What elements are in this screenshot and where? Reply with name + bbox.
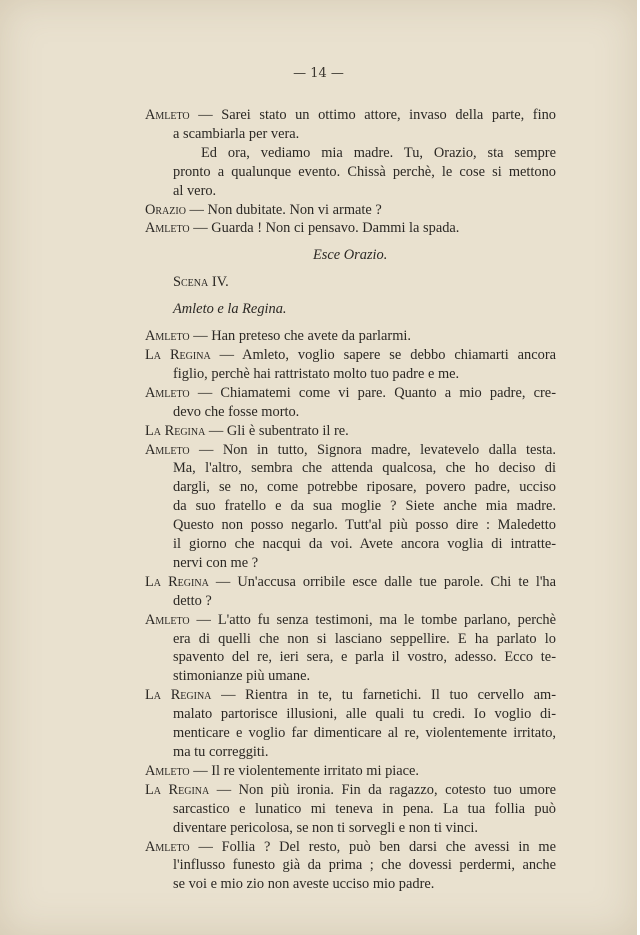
text-line: La Regina — Amleto, voglio sapere se debbo chiamarti ancora — [145, 346, 556, 363]
text-line: al vero. — [173, 182, 217, 199]
speaker-name: La Regina — [145, 687, 212, 704]
page-text — [145, 106, 556, 894]
spacer — [145, 319, 556, 327]
characters-on-stage: Amleto e la Regina. — [173, 301, 287, 318]
text-line: Orazio — Non dubitate. Non vi armate ? — [145, 201, 382, 218]
text-line: Amleto — Non in tutto, Signora madre, levatevelo dalla testa. — [145, 441, 556, 458]
text-line: l'influsso funesto già da prima ; che dovessi perdermi, anche — [173, 857, 556, 874]
text-line: La Regina — Non più ironia. Fin da ragazzo, cotesto tuo umore — [145, 781, 556, 798]
text-line: sarcastico e lunatico mi teneva in pena. La tua follia può — [173, 800, 556, 817]
speaker-name: Orazio — [145, 201, 186, 218]
page-number: — 14 — — [293, 66, 344, 81]
stage-direction: Esce Orazio. — [313, 247, 388, 264]
text-line: Amleto — Sarei stato un ottimo attore, invaso della parte, fino — [145, 107, 556, 123]
speaker-name: Amleto — [145, 441, 190, 458]
text-line: Amleto — L'atto fu senza testimoni, ma le tombe parlano, perchè — [145, 611, 556, 628]
text-line: ma tu correggiti. — [173, 744, 269, 760]
text-line: La Regina — Un'accusa orribile esce dalle tue parole. Chi te l'ha — [145, 573, 557, 590]
text-line: Amleto — Guarda ! Non ci pensavo. Dammi la spada. — [145, 220, 460, 237]
text-line: Amleto — Follia ? Del resto, può ben darsi che avessi in me — [145, 838, 556, 855]
speaker-name: Amleto — [145, 384, 190, 401]
speaker-name: Amleto — [145, 838, 190, 855]
text-line: pronto a qualunque evento. Chissà perchè, le cose si mettono — [173, 163, 556, 180]
speaker-name: La Regina — [145, 346, 211, 363]
text-line: Ed ora, vediamo mia madre. Tu, Orazio, sta sempre — [201, 144, 556, 161]
text-line: malato partorisce illusioni, alle quali tu credi. Io voglio di- — [173, 706, 556, 723]
text-line: se voi e mio zio non aveste ucciso mio padre. — [173, 876, 435, 893]
text-line: nervi con me ? — [173, 554, 259, 571]
speaker-name: La Regina — [145, 781, 210, 798]
text-line: diventare pericolosa, se non ti sorvegli e non ti vinci. — [173, 819, 478, 836]
scene-heading: Scena IV. — [173, 274, 229, 291]
text-line: era di quelli che non si lasciano seppellire. E ha parlato lo — [173, 630, 556, 647]
text-line: stimonianze più umane. — [173, 668, 311, 685]
speaker-name: La Regina — [145, 422, 206, 439]
text-line: Questo non posso negarlo. Tutt'al più posso dire : Maledetto — [173, 517, 556, 534]
text-line: Amleto — Han preteso che avete da parlarmi. — [145, 328, 412, 345]
speaker-name: Amleto — [145, 762, 190, 779]
text-line: Amleto — Chiamatemi come vi pare. Quanto a mio padre, cre- — [145, 384, 556, 401]
speaker-name: Amleto — [145, 107, 190, 123]
text-line: spavento del re, ieri sera, e parla il vostro, adesso. Ecco te- — [173, 649, 556, 666]
spacer — [145, 292, 556, 300]
spacer — [145, 265, 556, 273]
text-line: da suo fratello e da sua moglie ? Siete anche mia madre. — [173, 498, 556, 515]
spacer — [145, 238, 556, 246]
text-line: detto ? — [173, 592, 212, 609]
speaker-name: Amleto — [145, 328, 190, 345]
speaker-name: Amleto — [145, 611, 190, 628]
speaker-name: Amleto — [145, 220, 190, 237]
text-line: dargli, se no, come potrebbe riposare, povero padre, ucciso — [173, 479, 556, 496]
text-line: La Regina — Gli è subentrato il re. — [145, 422, 349, 439]
text-line: Amleto — Il re violentemente irritato mi piace. — [145, 762, 420, 779]
text-line: Ma, l'altro, sembra che attenda qualcosa, che ho deciso di — [173, 460, 556, 477]
text-line: il giorno che nacqui da voi. Avete ancora voglia di intratte- — [173, 536, 556, 553]
text-line: devo che fosse morto. — [173, 403, 300, 420]
speaker-name: La Regina — [145, 573, 209, 590]
text-line: a scambiarla per vera. — [173, 125, 300, 142]
text-line: La Regina — Rientra in te, tu farnetichi. Il tuo cervello am- — [145, 687, 557, 704]
text-line: menticare e voglio far dimenticare al re, violentemente irritato, — [173, 725, 556, 742]
text-line: figlio, perchè hai rattristato molto tuo padre e me. — [173, 365, 460, 382]
